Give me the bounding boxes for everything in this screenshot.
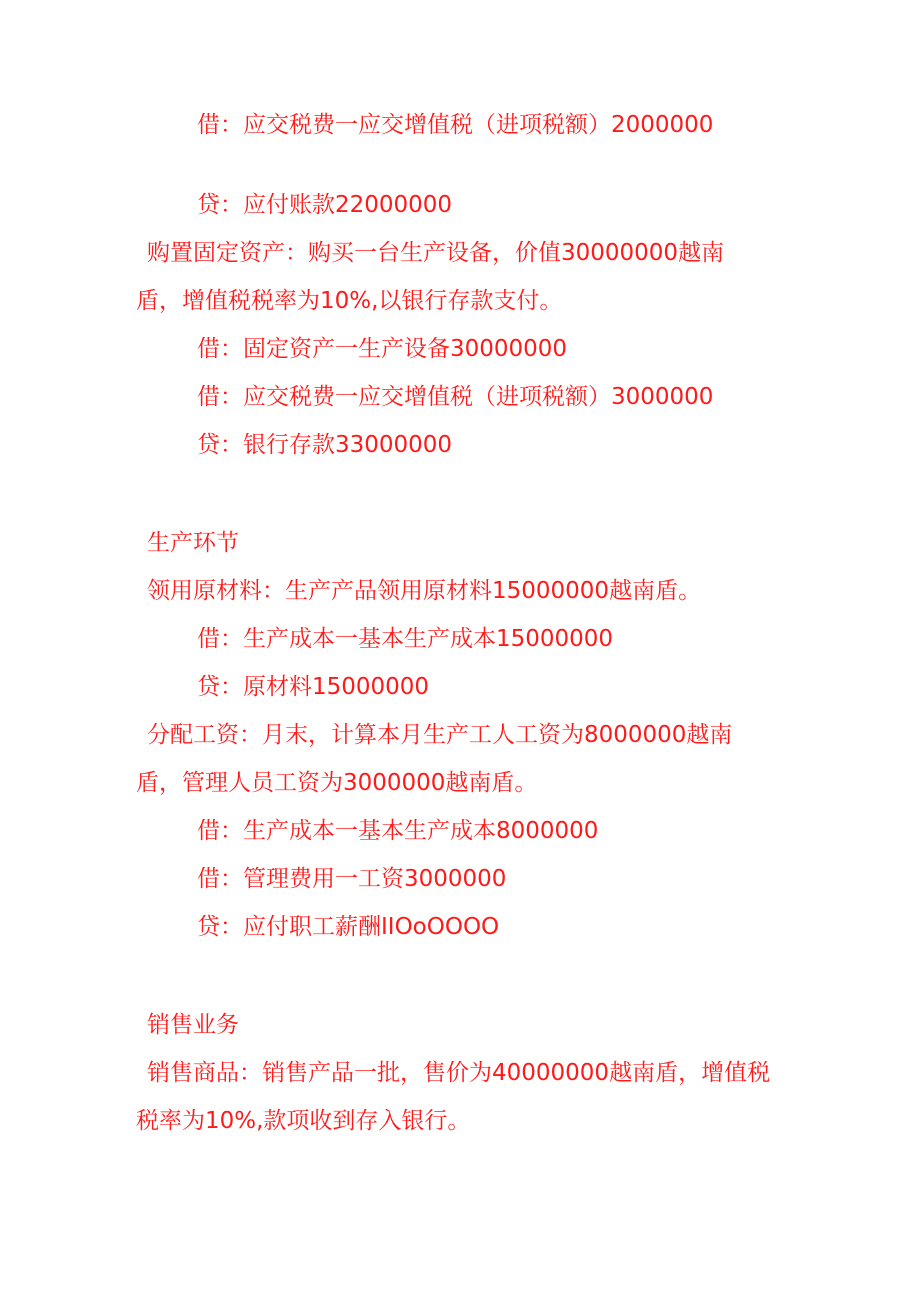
- business-description: 购置固定资产：购买一台生产设备，价值30000000越南: [147, 240, 725, 266]
- business-description: 分配工资：月末，计算本月生产工人工资为8000000越南: [147, 722, 733, 748]
- journal-entry-debit: 借：生产成本一基本生产成本8000000: [197, 818, 599, 844]
- journal-entry-credit: 贷：原材料15000000: [197, 674, 430, 700]
- business-description-continued: 税率为10%,款项收到存入银行。: [136, 1108, 471, 1134]
- business-description: 销售商品：销售产品一批，售价为40000000越南盾，增值税: [147, 1060, 771, 1086]
- business-description: 领用原材料：生产产品领用原材料15000000越南盾。: [147, 578, 702, 604]
- journal-entry-debit: 借：应交税费一应交增值税（进项税额）3000000: [197, 384, 714, 410]
- section-heading: 销售业务: [147, 1012, 239, 1038]
- section-heading: 生产环节: [147, 530, 239, 556]
- business-description-continued: 盾，管理人员工资为3000000越南盾。: [136, 770, 538, 796]
- journal-entry-debit: 借：管理费用一工资3000000: [197, 866, 507, 892]
- journal-entry-debit: 借：应交税费一应交增值税（进项税额）2000000: [197, 112, 714, 138]
- journal-entry-debit: 借：生产成本一基本生产成本15000000: [197, 626, 614, 652]
- journal-entry-debit: 借：固定资产一生产设备30000000: [197, 336, 568, 362]
- journal-entry-credit: 贷：应付账款22000000: [197, 192, 453, 218]
- journal-entry-credit: 贷：应付职工薪酬IIOoOOOO: [197, 914, 500, 940]
- journal-entry-credit: 贷：银行存款33000000: [197, 432, 453, 458]
- business-description-continued: 盾，增值税税率为10%,以银行存款支付。: [136, 288, 563, 314]
